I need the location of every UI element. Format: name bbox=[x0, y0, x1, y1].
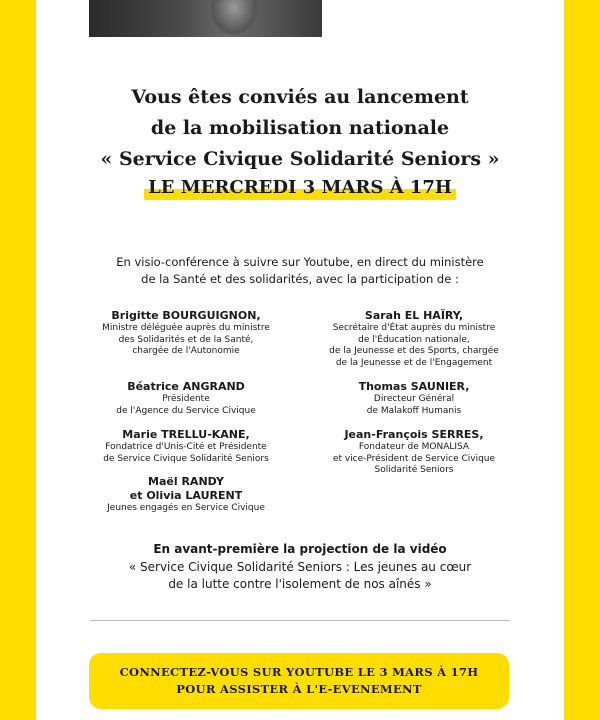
participant-role: de l'Éducation nationale, bbox=[358, 334, 470, 345]
participant-role: de la Jeunesse et des Sports, chargée bbox=[329, 346, 499, 356]
hero-photo bbox=[89, 0, 322, 37]
cta-line-2: POUR ASSISTER À L'E-EVENEMENT bbox=[176, 682, 422, 696]
participant-name: Sarah EL HAÏRY, bbox=[364, 309, 464, 322]
preview-line-2: « Service Civique Solidarité Seniors : Les jeunes au cœur bbox=[128, 559, 472, 574]
participant-role: de l'Agence du Service Civique bbox=[116, 405, 256, 416]
participant-role: de Malakoff Humanis bbox=[366, 405, 462, 416]
participant-role: chargée de l'Autonomie bbox=[132, 346, 240, 356]
cta-line-1: CONNECTEZ-VOUS SUR YOUTUBE LE 3 MARS À 17H bbox=[119, 665, 479, 679]
participant-el-hairy bbox=[294, 309, 534, 369]
headline-line-2: de la mobilisation nationale bbox=[150, 117, 450, 139]
intro-line-2: de la Santé et des solidarités, avec la participation de : bbox=[141, 272, 459, 286]
participant-serres bbox=[294, 428, 534, 477]
invitation-headline bbox=[36, 82, 564, 175]
participant-name: Béatrice ANGRAND bbox=[127, 380, 245, 393]
participant-role: Fondatrice d'Unis-Cité et Présidente bbox=[105, 442, 267, 452]
participant-role: Directeur Général bbox=[373, 394, 455, 404]
headline-line-3: « Service Civique Solidarité Seniors » bbox=[100, 148, 500, 170]
preview-line-3: de la lutte contre l'isolement de nos aînés » bbox=[168, 577, 432, 591]
participant-name: Thomas SAUNIER, bbox=[358, 380, 470, 393]
event-date-block bbox=[36, 176, 564, 200]
participant-name: Marie TRELLU-KANE, bbox=[122, 428, 250, 441]
participant-role: de la Jeunesse et de l'Engagement bbox=[335, 357, 493, 368]
participant-name-2: et Olivia LAURENT bbox=[129, 489, 243, 502]
participant-angrand bbox=[66, 380, 306, 417]
participant-role: des Solidarités et de la Santé, bbox=[118, 334, 254, 345]
participant-role: Ministre déléguée auprès du ministre bbox=[102, 323, 270, 333]
participant-name: Brigitte BOURGUIGNON, bbox=[111, 309, 261, 322]
divider bbox=[90, 620, 510, 621]
youtube-connect-button[interactable] bbox=[89, 653, 509, 709]
event-date: LE MERCREDI 3 MARS À 17H bbox=[144, 176, 456, 200]
participant-randy-laurent bbox=[66, 475, 306, 515]
intro-line-1: En visio-conférence à suivre sur Youtube, en direct du ministère bbox=[116, 255, 484, 269]
participant-role: de Service Civique Solidarité Seniors bbox=[103, 453, 269, 464]
participant-role: Fondateur de MONALISA bbox=[358, 442, 470, 452]
headline-line-1: Vous êtes conviés au lancement bbox=[131, 86, 469, 108]
participant-name: Maël RANDY bbox=[148, 475, 224, 488]
participant-role: Présidente bbox=[162, 394, 210, 404]
video-preview-text bbox=[36, 541, 564, 594]
participant-trellu-kane bbox=[66, 428, 306, 465]
invitation-card bbox=[36, 0, 564, 720]
participant-role: et vice-Président de Service Civique bbox=[332, 453, 496, 464]
participant-saunier bbox=[294, 380, 534, 417]
participant-name: Jean-François SERRES, bbox=[344, 428, 484, 441]
participant-bourguignon bbox=[66, 309, 306, 358]
participant-role: Jeunes engagés en Service Civique bbox=[107, 503, 265, 513]
participant-role: Solidarité Seniors bbox=[374, 465, 454, 475]
preview-line-1: En avant-première la projection de la vidéo bbox=[153, 542, 447, 556]
intro-text bbox=[36, 254, 564, 288]
participant-role: Secrétaire d'État auprès du ministre bbox=[332, 323, 496, 333]
